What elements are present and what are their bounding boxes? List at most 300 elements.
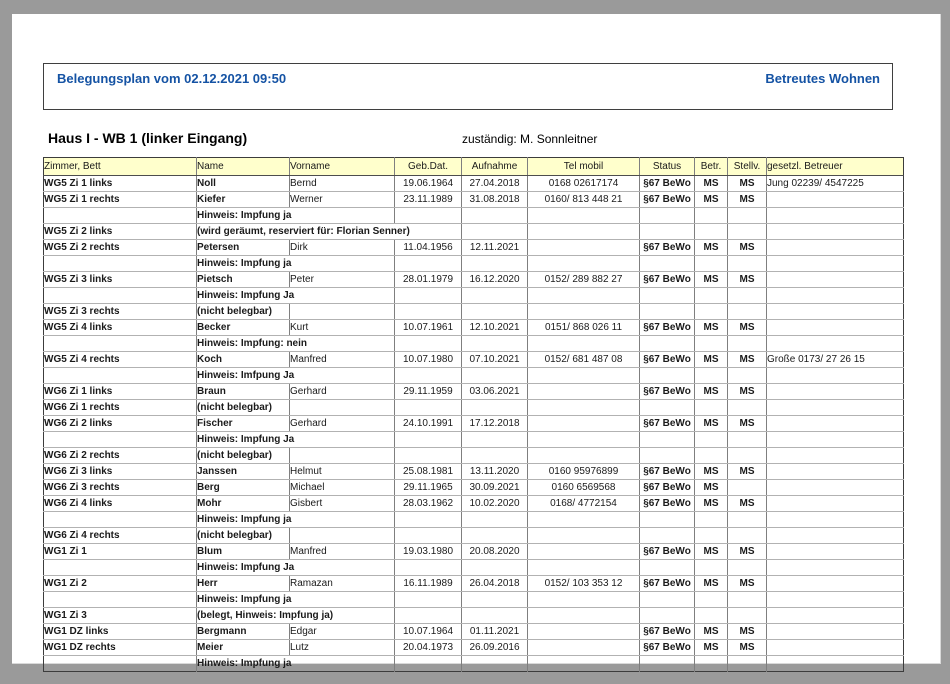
cell-betr: MS [695, 624, 728, 640]
cell-geb: 10.07.1980 [395, 352, 462, 368]
cell-aufnahme: 10.02.2020 [462, 496, 528, 512]
cell-info-note: Hinweis: Impfung ja [197, 656, 395, 672]
cell-status [640, 256, 695, 272]
cell-betr: MS [695, 320, 728, 336]
cell-betr [695, 368, 728, 384]
cell-zimmer [44, 288, 197, 304]
cell-zimmer: WG5 Zi 4 rechts [44, 352, 197, 368]
cell-zimmer [44, 592, 197, 608]
cell-aufnahme: 12.10.2021 [462, 320, 528, 336]
occupancy-table [43, 157, 904, 672]
cell-tel [528, 448, 640, 464]
cell-geb: 10.07.1964 [395, 624, 462, 640]
cell-tel: 0168 02617174 [528, 176, 640, 192]
cell-betreuer [767, 496, 904, 512]
cell-stellv: MS [728, 544, 767, 560]
cell-tel [528, 368, 640, 384]
table-row [44, 320, 904, 336]
cell-vorname [290, 528, 395, 544]
cell-status [640, 592, 695, 608]
cell-name: Fischer [197, 416, 290, 432]
cell-status: §67 BeWo [640, 416, 695, 432]
cell-tel [528, 336, 640, 352]
cell-vorname: Bernd [290, 176, 395, 192]
table-row [44, 224, 904, 240]
cell-geb [395, 528, 462, 544]
cell-zimmer: WG6 Zi 2 links [44, 416, 197, 432]
cell-geb: 10.07.1961 [395, 320, 462, 336]
table-row [44, 368, 904, 384]
table-row [44, 608, 904, 624]
cell-stellv [728, 560, 767, 576]
cell-betreuer [767, 608, 904, 624]
cell-betreuer: Große 0173/ 27 26 15 [767, 352, 904, 368]
cell-stellv [728, 288, 767, 304]
report-header-box [43, 63, 893, 110]
cell-geb [395, 608, 462, 624]
cell-betreuer [767, 320, 904, 336]
cell-vorname [290, 304, 395, 320]
cell-betr: MS [695, 576, 728, 592]
cell-status: §67 BeWo [640, 352, 695, 368]
cell-status [640, 560, 695, 576]
cell-name: (nicht belegbar) [197, 400, 290, 416]
cell-aufnahme [462, 256, 528, 272]
table-row [44, 560, 904, 576]
cell-vorname: Manfred [290, 544, 395, 560]
table-row [44, 288, 904, 304]
cell-geb [395, 288, 462, 304]
cell-betr [695, 224, 728, 240]
cell-tel [528, 400, 640, 416]
table-row [44, 592, 904, 608]
cell-stellv [728, 368, 767, 384]
cell-status: §67 BeWo [640, 240, 695, 256]
cell-aufnahme [462, 608, 528, 624]
cell-vorname: Dirk [290, 240, 395, 256]
cell-name: Herr [197, 576, 290, 592]
cell-info-note: Hinweis: Impfung Ja [197, 560, 395, 576]
cell-zimmer: WG1 DZ rechts [44, 640, 197, 656]
cell-geb: 16.11.1989 [395, 576, 462, 592]
cell-stellv: MS [728, 496, 767, 512]
cell-betreuer [767, 240, 904, 256]
cell-zimmer: WG5 Zi 4 links [44, 320, 197, 336]
cell-zimmer: WG1 Zi 2 [44, 576, 197, 592]
cell-status [640, 336, 695, 352]
cell-stellv: MS [728, 384, 767, 400]
cell-stellv: MS [728, 416, 767, 432]
cell-status [640, 288, 695, 304]
cell-betr [695, 208, 728, 224]
cell-info-note: Hinweis: Imfpung Ja [197, 368, 395, 384]
cell-name: Kiefer [197, 192, 290, 208]
cell-betreuer [767, 384, 904, 400]
cell-stellv [728, 608, 767, 624]
cell-status [640, 224, 695, 240]
section-title-row [43, 130, 893, 150]
cell-vorname: Gisbert [290, 496, 395, 512]
cell-geb: 25.08.1981 [395, 464, 462, 480]
table-row [44, 384, 904, 400]
cell-tel: 0152/ 681 487 08 [528, 352, 640, 368]
cell-tel [528, 240, 640, 256]
cell-tel [528, 608, 640, 624]
section-title: Haus I - WB 1 (linker Eingang) [48, 130, 248, 146]
cell-name: Becker [197, 320, 290, 336]
cell-betreuer [767, 528, 904, 544]
cell-vorname: Edgar [290, 624, 395, 640]
cell-name: (nicht belegbar) [197, 448, 290, 464]
cell-betr: MS [695, 240, 728, 256]
cell-zimmer: WG6 Zi 3 links [44, 464, 197, 480]
cell-geb: 23.11.1989 [395, 192, 462, 208]
table-row [44, 640, 904, 656]
cell-betr: MS [695, 496, 728, 512]
cell-betr: MS [695, 272, 728, 288]
column-header-betr: Betr. [695, 158, 728, 176]
cell-betreuer [767, 432, 904, 448]
cell-geb [395, 448, 462, 464]
cell-zimmer [44, 560, 197, 576]
column-header-zimmer: Zimmer, Bett [44, 158, 197, 176]
cell-zimmer: WG1 Zi 3 [44, 608, 197, 624]
cell-geb [395, 208, 462, 224]
cell-vorname: Kurt [290, 320, 395, 336]
cell-status: §67 BeWo [640, 496, 695, 512]
cell-stellv [728, 336, 767, 352]
cell-betreuer [767, 368, 904, 384]
cell-stellv: MS [728, 176, 767, 192]
cell-betr [695, 336, 728, 352]
cell-betr [695, 448, 728, 464]
cell-geb: 29.11.1959 [395, 384, 462, 400]
cell-status: §67 BeWo [640, 576, 695, 592]
cell-tel [528, 304, 640, 320]
cell-aufnahme [462, 400, 528, 416]
cell-info-note: Hinweis: Impfung: nein [197, 336, 395, 352]
cell-stellv: MS [728, 624, 767, 640]
cell-status: §67 BeWo [640, 320, 695, 336]
cell-geb [395, 512, 462, 528]
table-row [44, 400, 904, 416]
cell-status [640, 608, 695, 624]
cell-betr [695, 512, 728, 528]
cell-betr: MS [695, 352, 728, 368]
table-row [44, 464, 904, 480]
cell-status: §67 BeWo [640, 176, 695, 192]
cell-vorname: Gerhard [290, 384, 395, 400]
cell-name: Petersen [197, 240, 290, 256]
cell-status [640, 432, 695, 448]
cell-stellv [728, 304, 767, 320]
cell-betreuer [767, 448, 904, 464]
cell-name: Koch [197, 352, 290, 368]
cell-aufnahme [462, 224, 528, 240]
table-row [44, 624, 904, 640]
table-row [44, 256, 904, 272]
cell-aufnahme [462, 592, 528, 608]
cell-tel [528, 544, 640, 560]
table-row [44, 352, 904, 368]
cell-stellv [728, 432, 767, 448]
table-row [44, 192, 904, 208]
column-header-tel: Tel mobil [528, 158, 640, 176]
cell-tel: 0160 95976899 [528, 464, 640, 480]
table-row [44, 576, 904, 592]
table-row [44, 416, 904, 432]
cell-geb: 28.01.1979 [395, 272, 462, 288]
cell-aufnahme: 26.09.2016 [462, 640, 528, 656]
cell-stellv [728, 592, 767, 608]
cell-betreuer [767, 512, 904, 528]
cell-betr: MS [695, 416, 728, 432]
cell-status: §67 BeWo [640, 480, 695, 496]
cell-betreuer [767, 336, 904, 352]
cell-name: Mohr [197, 496, 290, 512]
cell-betr: MS [695, 640, 728, 656]
cell-tel: 0152/ 289 882 27 [528, 272, 640, 288]
cell-aufnahme [462, 528, 528, 544]
cell-aufnahme: 20.08.2020 [462, 544, 528, 560]
cell-aufnahme [462, 336, 528, 352]
cell-tel: 0151/ 868 026 11 [528, 320, 640, 336]
cell-betr [695, 288, 728, 304]
cell-aufnahme [462, 288, 528, 304]
cell-betr: MS [695, 176, 728, 192]
table-row [44, 336, 904, 352]
column-header-geb: Geb.Dat. [395, 158, 462, 176]
table-row [44, 304, 904, 320]
cell-info-note: Hinweis: Impfung Ja [197, 288, 395, 304]
cell-info-note: Hinweis: Impfung ja [197, 256, 395, 272]
document-page [12, 14, 941, 669]
cell-tel [528, 416, 640, 432]
cell-status [640, 656, 695, 672]
cell-betr [695, 528, 728, 544]
cell-geb [395, 336, 462, 352]
cell-zimmer: WG5 Zi 1 links [44, 176, 197, 192]
cell-aufnahme: 01.11.2021 [462, 624, 528, 640]
cell-status [640, 448, 695, 464]
cell-status: §67 BeWo [640, 272, 695, 288]
cell-stellv [728, 656, 767, 672]
cell-stellv: MS [728, 240, 767, 256]
cell-betr: MS [695, 464, 728, 480]
cell-betreuer [767, 592, 904, 608]
cell-betreuer [767, 624, 904, 640]
cell-geb [395, 656, 462, 672]
cell-status: §67 BeWo [640, 640, 695, 656]
cell-betreuer [767, 304, 904, 320]
cell-zimmer: WG6 Zi 4 links [44, 496, 197, 512]
cell-geb: 11.04.1956 [395, 240, 462, 256]
cell-info-note: (belegt, Hinweis: Impfung ja) [197, 608, 395, 624]
cell-zimmer [44, 656, 197, 672]
column-header-name: Name [197, 158, 290, 176]
table-row [44, 240, 904, 256]
cell-status [640, 368, 695, 384]
cell-tel: 0160 6569568 [528, 480, 640, 496]
cell-betr: MS [695, 544, 728, 560]
cell-geb: 19.03.1980 [395, 544, 462, 560]
table-header-row [44, 158, 904, 176]
cell-stellv [728, 256, 767, 272]
cell-geb [395, 592, 462, 608]
cell-tel [528, 656, 640, 672]
cell-status [640, 528, 695, 544]
table-row [44, 528, 904, 544]
cell-zimmer [44, 208, 197, 224]
cell-tel [528, 432, 640, 448]
cell-info-note: Hinweis: Impfung Ja [197, 432, 395, 448]
cell-stellv [728, 448, 767, 464]
cell-stellv: MS [728, 320, 767, 336]
cell-name: (nicht belegbar) [197, 304, 290, 320]
cell-vorname [290, 448, 395, 464]
cell-geb: 28.03.1962 [395, 496, 462, 512]
report-brand: Betreutes Wohnen [765, 71, 880, 86]
cell-aufnahme [462, 432, 528, 448]
cell-betreuer [767, 400, 904, 416]
cell-status [640, 400, 695, 416]
cell-betreuer [767, 656, 904, 672]
table-header [44, 158, 904, 176]
cell-betreuer [767, 192, 904, 208]
cell-tel: 0152/ 103 353 12 [528, 576, 640, 592]
table-row [44, 512, 904, 528]
cell-name: Pietsch [197, 272, 290, 288]
cell-tel [528, 640, 640, 656]
cell-vorname [290, 400, 395, 416]
table-row [44, 432, 904, 448]
cell-aufnahme [462, 304, 528, 320]
cell-tel [528, 528, 640, 544]
cell-geb [395, 560, 462, 576]
table-row [44, 208, 904, 224]
column-header-status: Status [640, 158, 695, 176]
cell-info-note: (wird geräumt, reserviert für: Florian Senner) [197, 224, 462, 240]
cell-tel [528, 224, 640, 240]
cell-aufnahme: 13.11.2020 [462, 464, 528, 480]
cell-aufnahme [462, 368, 528, 384]
cell-betr [695, 256, 728, 272]
cell-betreuer [767, 480, 904, 496]
cell-stellv: MS [728, 352, 767, 368]
cell-status [640, 512, 695, 528]
cell-status: §67 BeWo [640, 624, 695, 640]
cell-stellv: MS [728, 576, 767, 592]
cell-zimmer: WG6 Zi 1 links [44, 384, 197, 400]
cell-betreuer [767, 544, 904, 560]
cell-betr [695, 400, 728, 416]
column-header-stellv: Stellv. [728, 158, 767, 176]
cell-vorname: Lutz [290, 640, 395, 656]
cell-vorname: Gerhard [290, 416, 395, 432]
cell-status [640, 208, 695, 224]
cell-name: Blum [197, 544, 290, 560]
cell-tel [528, 592, 640, 608]
cell-betr: MS [695, 480, 728, 496]
cell-tel [528, 384, 640, 400]
cell-betr [695, 304, 728, 320]
cell-aufnahme [462, 208, 528, 224]
responsible-label: zuständig: M. Sonnleitner [462, 132, 598, 146]
cell-tel [528, 624, 640, 640]
cell-zimmer: WG5 Zi 3 links [44, 272, 197, 288]
cell-vorname: Ramazan [290, 576, 395, 592]
cell-betr [695, 608, 728, 624]
cell-betreuer [767, 288, 904, 304]
cell-aufnahme: 26.04.2018 [462, 576, 528, 592]
cell-aufnahme: 17.12.2018 [462, 416, 528, 432]
cell-betreuer [767, 272, 904, 288]
column-header-betreuer: gesetzl. Betreuer [767, 158, 904, 176]
cell-zimmer: WG1 DZ links [44, 624, 197, 640]
cell-vorname: Helmut [290, 464, 395, 480]
column-header-vorname: Vorname [290, 158, 395, 176]
cell-stellv [728, 208, 767, 224]
cell-info-note: Hinweis: Impfung ja [197, 512, 395, 528]
cell-status: §67 BeWo [640, 192, 695, 208]
cell-tel [528, 560, 640, 576]
cell-aufnahme: 27.04.2018 [462, 176, 528, 192]
cell-betreuer [767, 256, 904, 272]
cell-name: Berg [197, 480, 290, 496]
cell-geb [395, 400, 462, 416]
cell-zimmer [44, 336, 197, 352]
cell-betr [695, 560, 728, 576]
cell-stellv [728, 224, 767, 240]
cell-aufnahme [462, 448, 528, 464]
cell-zimmer [44, 512, 197, 528]
cell-betr [695, 656, 728, 672]
cell-aufnahme: 30.09.2021 [462, 480, 528, 496]
cell-name: Braun [197, 384, 290, 400]
cell-betreuer [767, 640, 904, 656]
table-row [44, 496, 904, 512]
cell-betr [695, 432, 728, 448]
table-row [44, 480, 904, 496]
cell-zimmer: WG5 Zi 2 rechts [44, 240, 197, 256]
cell-betreuer [767, 208, 904, 224]
cell-stellv [728, 512, 767, 528]
cell-tel: 0160/ 813 448 21 [528, 192, 640, 208]
cell-aufnahme: 12.11.2021 [462, 240, 528, 256]
cell-name: (nicht belegbar) [197, 528, 290, 544]
cell-geb [395, 368, 462, 384]
cell-zimmer: WG6 Zi 3 rechts [44, 480, 197, 496]
cell-vorname: Manfred [290, 352, 395, 368]
cell-tel [528, 256, 640, 272]
cell-betreuer [767, 560, 904, 576]
cell-stellv [728, 480, 767, 496]
cell-geb [395, 304, 462, 320]
cell-zimmer: WG5 Zi 3 rechts [44, 304, 197, 320]
cell-stellv: MS [728, 464, 767, 480]
cell-tel: 0168/ 4772154 [528, 496, 640, 512]
cell-geb: 19.06.1964 [395, 176, 462, 192]
cell-betreuer [767, 224, 904, 240]
cell-geb: 20.04.1973 [395, 640, 462, 656]
report-title: Belegungsplan vom 02.12.2021 09:50 [57, 71, 287, 86]
cell-geb: 24.10.1991 [395, 416, 462, 432]
cell-tel [528, 208, 640, 224]
cell-vorname: Werner [290, 192, 395, 208]
cell-zimmer: WG6 Zi 2 rechts [44, 448, 197, 464]
cell-name: Bergmann [197, 624, 290, 640]
cell-tel [528, 288, 640, 304]
